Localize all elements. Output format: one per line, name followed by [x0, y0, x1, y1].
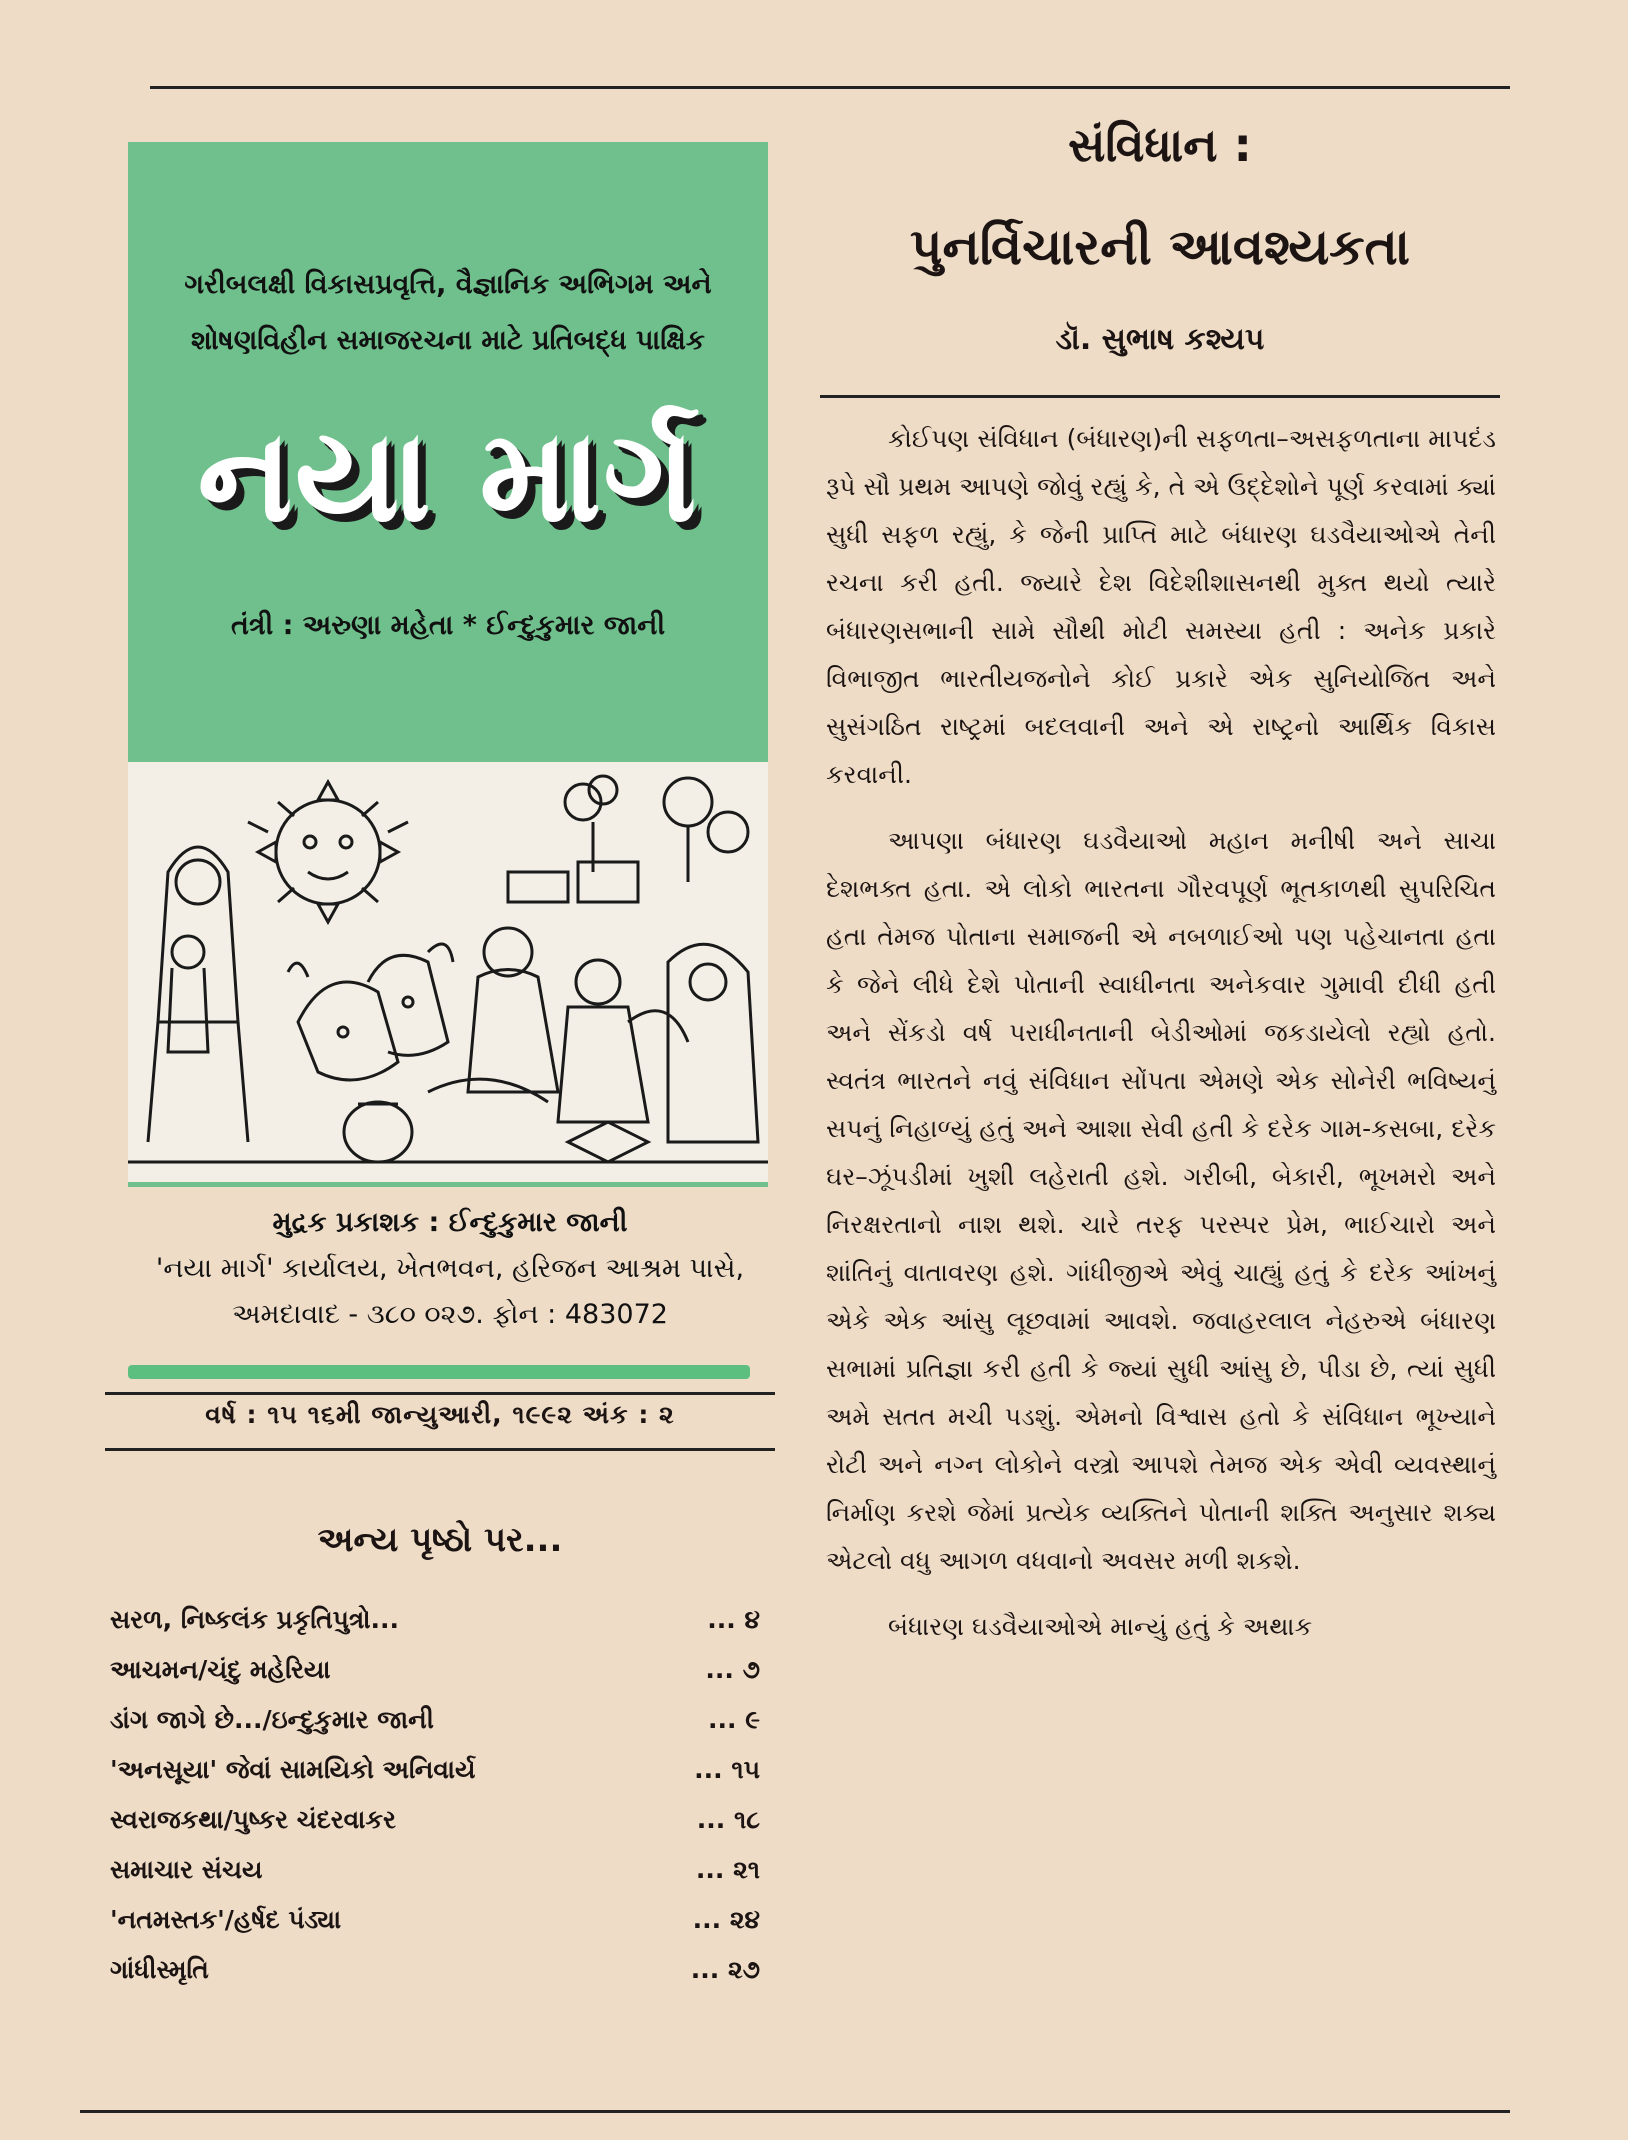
tagline-line-2: શોષણવિહીન સમાજરચના માટે પ્રતિબદ્ધ પાક્ષિક	[191, 325, 705, 356]
article-title-line-2: પુનર્વિચારની આવશ્યકતા	[910, 218, 1410, 276]
toc-heading: અન્ય પૃષ્ઠો પર...	[317, 1520, 563, 1560]
toc-item-page: ... ૧૮	[696, 1805, 760, 1834]
illustration-drawing	[128, 762, 768, 1182]
toc-item-title: સ્વરાજકથા/પુષ્કર ચંદરવાકર	[110, 1805, 396, 1834]
table-of-contents	[110, 1605, 760, 2005]
article-author: ડૉ. સુભાષ કશ્યપ	[1055, 322, 1265, 357]
article-title-line-1: સંવિધાન :	[1068, 118, 1252, 172]
article-paragraph: કોઈપણ સંવિધાન (બંધારણ)ની સફળતા–અસફળતાના માપદંડ રૂપે સૌ પ્રથમ આપણે જોવું રહ્યું કે, તે એ ઉદ્દેશોને પૂર્ણ કરવામાં ક્યાં સુધી સફળ રહ્યું, કે જેની પ્રાપ્તિ માટે બંધારણ ઘડવૈયાઓએ તેની રચના કરી હતી. જ્યારે દેશ વિદેશીશાસનથી મુક્ત થયો ત્યારે બંધારણસભાની સામે સૌથી મોટી સમસ્યા હતી : અનેક પ્રકારે વિભાજીત ભારતીયજનોને કોઈ પ્રકારે એક સુનિયોજિત અને સુસંગઠિત રાષ્ટ્રમાં બદલવાની અને એ રાષ્ટ્રનો આર્થિક વિકાસ કરવાની.	[826, 424, 1496, 789]
toc-item-page: ... ૨૧	[695, 1855, 760, 1884]
article-rule	[820, 395, 1500, 398]
toc-item-page: ... ૨૭	[690, 1955, 760, 1984]
toc-item-page: ... ૧૫	[694, 1755, 760, 1784]
green-accent-bar	[128, 1365, 750, 1379]
toc-item-title: સમાચાર સંચય	[110, 1855, 263, 1884]
toc-item-title: સરળ, નિષ્કલંક પ્રકૃતિપુત્રો...	[110, 1605, 399, 1634]
masthead	[128, 142, 768, 1187]
toc-item-title: આચમન/ચંદુ મહેરિયા	[110, 1655, 331, 1684]
publisher-line-2: 'નયા માર્ગ' કાર્યાલય, ખેતભવન, હરિજન આશ્રમ પાસે,	[155, 1253, 745, 1284]
masthead-tagline	[128, 257, 768, 369]
magazine-title: નયા માર્ગ	[197, 402, 699, 551]
issue-rule-bottom	[105, 1448, 775, 1451]
toc-item[interactable]	[110, 1755, 760, 1805]
toc-item-page: ... ૨૪	[692, 1905, 760, 1934]
toc-item[interactable]	[110, 1705, 760, 1755]
tagline-line-1: ગરીબલક્ષી વિકાસપ્રવૃત્તિ, વૈજ્ઞાનિક અભિગમ અને	[184, 269, 712, 300]
toc-item-page: ... ૭	[705, 1655, 760, 1684]
publisher-line-1: મુદ્રક પ્રકાશક : ઈન્દુકુમાર જાની	[272, 1207, 628, 1238]
bottom-rule	[80, 2110, 1510, 2113]
publisher-line-3: અમદાવાદ - ૩૮૦ ૦૨૭. ફોન : 483072	[232, 1299, 668, 1330]
toc-item[interactable]	[110, 1905, 760, 1955]
cover-illustration	[128, 762, 768, 1182]
toc-item-title: ગાંધીસ્મૃતિ	[110, 1955, 209, 1984]
toc-item[interactable]	[110, 1805, 760, 1855]
top-rule	[150, 86, 1510, 89]
toc-item[interactable]	[110, 1655, 760, 1705]
issue-rule-top	[105, 1392, 775, 1395]
toc-item-title: ડાંગ જાગે છે.../ઇન્દુકુમાર જાની	[110, 1705, 434, 1734]
toc-item-title: 'નતમસ્તક'/હર્ષદ પંડ્યા	[110, 1905, 342, 1934]
sun-icon	[248, 782, 408, 922]
toc-item-title: 'અનસૂયા' જેવાં સામયિકો અનિવાર્ય	[110, 1755, 476, 1784]
article-paragraph: આપણા બંધારણ ઘડવૈયાઓ મહાન મનીષી અને સાચા દેશભક્ત હતા. એ લોકો ભારતના ગૌરવપૂર્ણ ભૂતકાળથી સુપરિચિત હતા તેમજ પોતાના સમાજની એ નબળાઈઓ પણ પહેચાનતા હતા કે જેને લીધે દેશે પોતાની સ્વાધીનતા અનેકવાર ગુમાવી દીધી હતી અને સેંકડો વર્ષ પરાધીનતાની બેડીઓમાં જકડાયેલો રહ્યો હતો. સ્વતંત્ર ભારતને નવું સંવિધાન સોંપતા એમણે એક સોનેરી ભવિષ્યનું સપનું નિહાળ્યું હતું અને આશા સેવી હતી કે દરેક ગામ-કસબા, દરેક ઘર–ઝૂંપડીમાં ખુશી લહેરાતી હશે. ગરીબી, બેકારી, ભૂખમરો અને નિરક્ષરતાનો નાશ થશે. ચારે તરફ પરસ્પર પ્રેમ, ભાઈચારો અને શાંતિનું વાતાવરણ હશે. ગાંધીજીએ એવું ચાહ્યું હતું કે દરેક આંખનું એકે એક આંસુ લૂછવામાં આવશે. જવાહરલાલ નેહરુએ બંધારણ સભામાં પ્રતિજ્ઞા કરી હતી કે જ્યાં સુધી આંસુ છે, પીડા છે, ત્યાં સુધી અમે સતત મચી પડશું. એમનો વિશ્વાસ હતો કે સંવિધાન ભૂખ્યાને રોટી અને નગ્ન લોકોને વસ્ત્રો આપશે તેમજ એક એવી વ્યવસ્થાનું નિર્માણ કરશે જેમાં પ્રત્યેક વ્યક્તિને પોતાની શક્તિ અનુસાર શક્ય એટલો વધુ આગળ વધવાનો અવસર મળી શકશે.	[826, 826, 1496, 1575]
toc-item[interactable]	[110, 1955, 760, 2005]
article-body	[826, 415, 1496, 1651]
editors-line: તંત્રી : અરુણા મહેતા * ઈન્દુકુમાર જાની	[230, 610, 666, 641]
toc-item-page: ... ૪	[707, 1605, 760, 1634]
toc-item-page: ... ૯	[708, 1705, 760, 1734]
issue-info: વર્ષ : ૧૫ ૧૬મી જાન્યુઆરી, ૧૯૯૨ અંક : ૨	[205, 1400, 675, 1429]
article-paragraph: બંધારણ ઘડવૈયાઓએ માન્યું હતું કે અથાક	[888, 1612, 1313, 1641]
toc-item[interactable]	[110, 1855, 760, 1905]
toc-item[interactable]	[110, 1605, 760, 1655]
publisher-info	[110, 1200, 790, 1338]
